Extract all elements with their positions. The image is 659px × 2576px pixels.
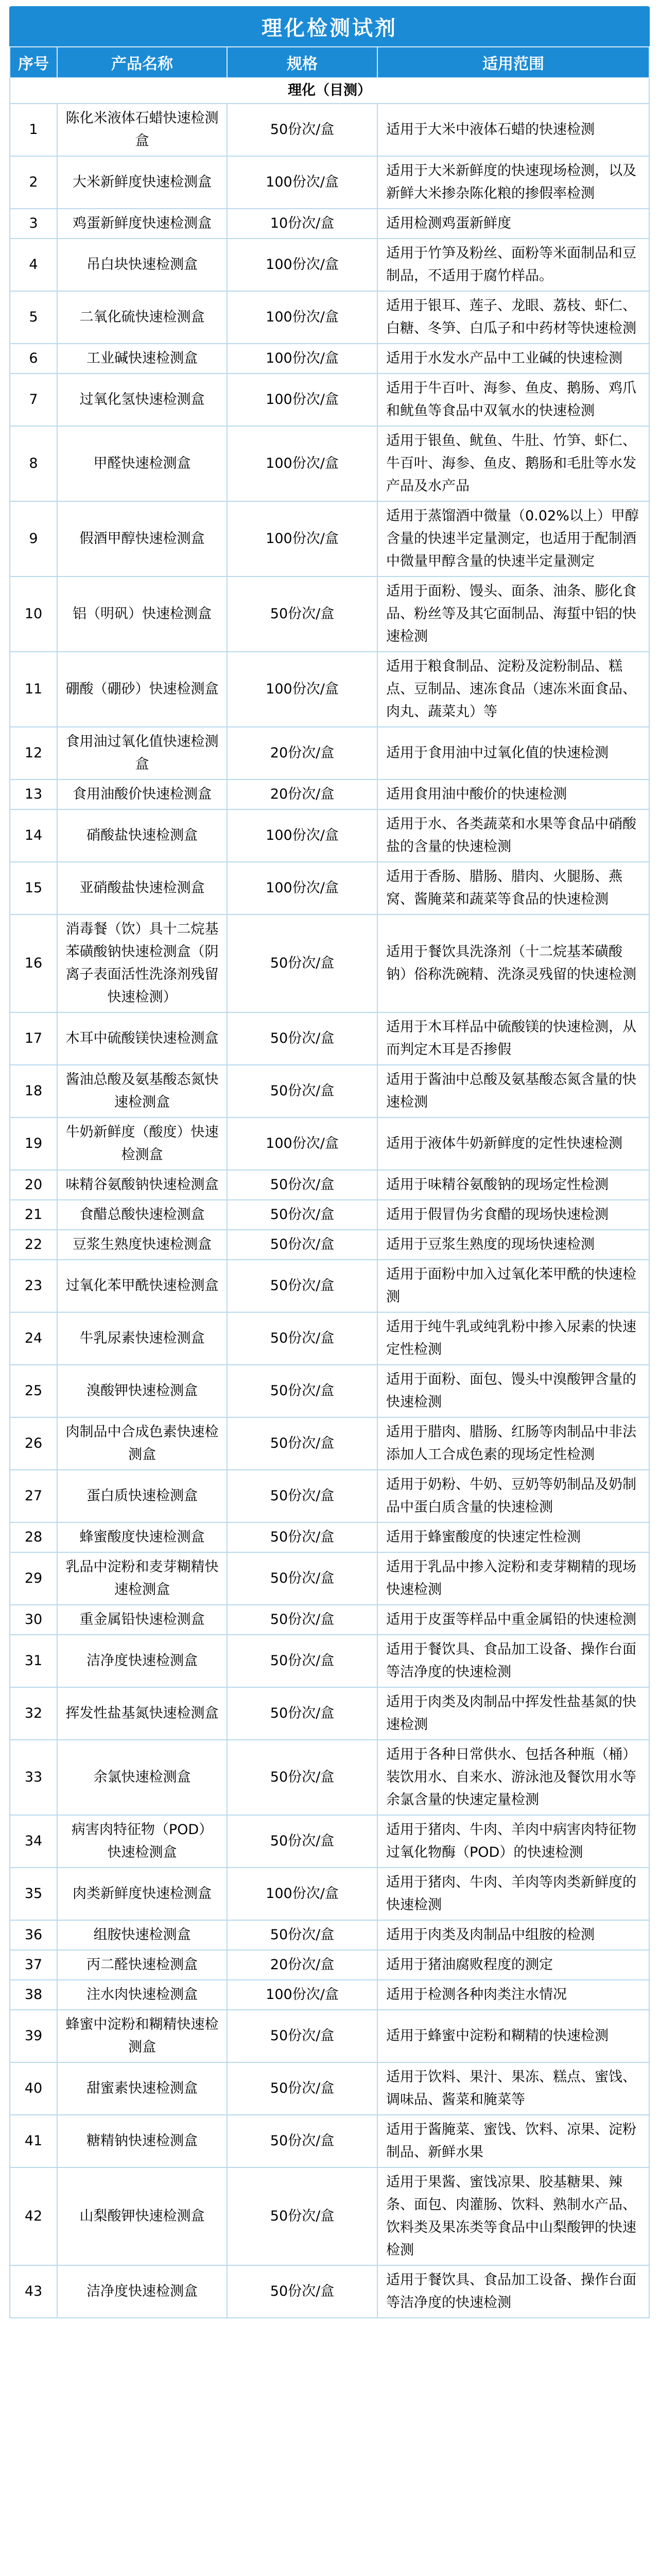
row-number: 24 [10,1312,57,1365]
product-name: 牛乳尿素快速检测盒 [57,1312,227,1365]
header-name: 产品名称 [57,47,227,78]
table-row [10,727,649,779]
product-spec: 100份次/盒 [227,501,377,577]
product-table [9,46,650,2318]
product-spec: 50份次/盒 [227,1312,377,1365]
table-row [10,2115,649,2167]
product-use: 适用于饮料、果汁、果冻、糕点、蜜饯、调味品、酱菜和腌菜等 [377,2062,649,2115]
row-number: 18 [10,1065,57,1117]
product-name: 硝酸盐快速检测盒 [57,809,227,862]
product-name: 山梨酸钾快速检测盒 [57,2167,227,2265]
product-spec: 100份次/盒 [227,652,377,727]
row-number: 38 [10,1980,57,2010]
row-number: 41 [10,2115,57,2167]
product-name: 工业碱快速检测盒 [57,344,227,374]
product-spec: 100份次/盒 [227,862,377,914]
product-use: 适用于豆浆生熟度的现场快速检测 [377,1230,649,1260]
product-use: 适用于各种日常供水、包括各种瓶（桶）装饮用水、自来水、游泳池及餐饮用水等余氯含量的快速定量检测 [377,1740,649,1815]
section-title: 理化（目测） [10,78,649,104]
product-name: 挥发性盐基氮快速检测盒 [57,1687,227,1740]
product-spec: 50份次/盒 [227,1200,377,1230]
row-number: 25 [10,1365,57,1417]
product-name: 牛奶新鲜度（酸度）快速检测盒 [57,1117,227,1170]
product-use: 适用于粮食制品、淀粉及淀粉制品、糕点、豆制品、速冻食品（速冻米面食品、肉丸、蔬菜丸）等 [377,652,649,727]
row-number: 40 [10,2062,57,2115]
product-spec: 50份次/盒 [227,2115,377,2167]
row-number: 17 [10,1012,57,1065]
product-name: 过氧化氢快速检测盒 [57,374,227,426]
header-no: 序号 [10,47,57,78]
product-use: 适用于酱腌菜、蜜饯、饮料、凉果、淀粉制品、新鲜水果 [377,2115,649,2167]
product-name: 甜蜜素快速检测盒 [57,2062,227,2115]
row-number: 5 [10,291,57,344]
table-row [10,1470,649,1522]
product-spec: 50份次/盒 [227,1605,377,1635]
row-number: 7 [10,374,57,426]
table-row [10,652,649,727]
product-spec: 50份次/盒 [227,1417,377,1470]
table-body [10,78,649,2318]
product-use: 适用于银耳、莲子、龙眼、荔枝、虾仁、白糖、冬笋、白瓜子和中药材等快速检测 [377,291,649,344]
product-use: 适用于面粉、馒头、面条、油条、膨化食品、粉丝等及其它面制品、海蜇中铝的快速检测 [377,577,649,652]
product-spec: 50份次/盒 [227,1740,377,1815]
product-use: 适用于水、各类蔬菜和水果等食品中硝酸盐的含量的快速检测 [377,809,649,862]
row-number: 19 [10,1117,57,1170]
row-number: 35 [10,1868,57,1920]
product-name: 余氯快速检测盒 [57,1740,227,1815]
product-spec: 50份次/盒 [227,2062,377,2115]
product-name: 木耳中硫酸镁快速检测盒 [57,1012,227,1065]
product-name: 甲醛快速检测盒 [57,426,227,501]
section-row [10,78,649,104]
product-name: 假酒甲醇快速检测盒 [57,501,227,577]
product-use: 适用于牛百叶、海参、鱼皮、鹅肠、鸡爪和鱿鱼等食品中双氧水的快速检测 [377,374,649,426]
product-spec: 100份次/盒 [227,1117,377,1170]
product-spec: 50份次/盒 [227,2010,377,2062]
table-row [10,1312,649,1365]
row-number: 15 [10,862,57,914]
product-spec: 100份次/盒 [227,156,377,209]
product-spec: 50份次/盒 [227,1012,377,1065]
table-row [10,1065,649,1117]
product-use: 适用于肉类及肉制品中组胺的检测 [377,1920,649,1950]
table-row [10,291,649,344]
product-spec: 100份次/盒 [227,809,377,862]
table-row [10,501,649,577]
product-name: 酱油总酸及氨基酸态氮快速检测盒 [57,1065,227,1117]
product-spec: 50份次/盒 [227,1365,377,1417]
table-row [10,374,649,426]
table-row [10,862,649,914]
table-row [10,1868,649,1920]
product-name: 组胺快速检测盒 [57,1920,227,1950]
product-spec: 100份次/盒 [227,291,377,344]
product-use: 适用于餐饮具、食品加工设备、操作台面等洁净度的快速检测 [377,2265,649,2318]
product-name: 肉制品中合成色素快速检测盒 [57,1417,227,1470]
product-name: 食用油过氧化值快速检测盒 [57,727,227,779]
product-use: 适用于餐饮具、食品加工设备、操作台面等洁净度的快速检测 [377,1635,649,1687]
row-number: 27 [10,1470,57,1522]
row-number: 8 [10,426,57,501]
table-row [10,1200,649,1230]
product-use: 适用于蜂蜜中淀粉和糊精的快速检测 [377,2010,649,2062]
row-number: 12 [10,727,57,779]
product-spec: 50份次/盒 [227,914,377,1012]
row-number: 9 [10,501,57,577]
table-row [10,1365,649,1417]
table-row [10,779,649,809]
product-use: 适用食用油中酸价的快速检测 [377,779,649,809]
product-name: 蜂蜜酸度快速检测盒 [57,1522,227,1552]
table-row [10,156,649,209]
product-name: 消毒餐（饮）具十二烷基苯磺酸钠快速检测盒（阴离子表面活性洗涤剂残留快速检测） [57,914,227,1012]
table-row [10,1980,649,2010]
product-use: 适用于果酱、蜜饯凉果、胶基糖果、辣条、面包、肉灌肠、饮料、熟制水产品、饮料类及果冻类等食品中山梨酸钾的快速检测 [377,2167,649,2265]
table-row [10,1815,649,1868]
header-use: 适用范围 [377,47,649,78]
table-row [10,2167,649,2265]
product-name: 吊白块快速检测盒 [57,239,227,291]
row-number: 22 [10,1230,57,1260]
product-name: 注水肉快速检测盒 [57,1980,227,2010]
row-number: 21 [10,1200,57,1230]
product-spec: 50份次/盒 [227,1230,377,1260]
table-row [10,577,649,652]
product-name: 食醋总酸快速检测盒 [57,1200,227,1230]
table-row [10,1552,649,1605]
product-spec: 50份次/盒 [227,1260,377,1312]
product-use: 适用于皮蛋等样品中重金属铅的快速检测 [377,1605,649,1635]
product-spec: 100份次/盒 [227,1980,377,2010]
product-name: 大米新鲜度快速检测盒 [57,156,227,209]
product-spec: 50份次/盒 [227,1552,377,1605]
product-spec: 50份次/盒 [227,2167,377,2265]
product-use: 适用于竹笋及粉丝、面粉等米面制品和豆制品，不适用于腐竹样品。 [377,239,649,291]
table-row [10,1230,649,1260]
row-number: 14 [10,809,57,862]
row-number: 20 [10,1170,57,1200]
product-spec: 50份次/盒 [227,1170,377,1200]
table-header-row [10,47,649,78]
table-row [10,1012,649,1065]
row-number: 11 [10,652,57,727]
product-spec: 20份次/盒 [227,1950,377,1980]
product-spec: 100份次/盒 [227,426,377,501]
row-number: 26 [10,1417,57,1470]
row-number: 4 [10,239,57,291]
product-use: 适用于腊肉、腊肠、红肠等肉制品中非法添加人工合成色素的现场定性检测 [377,1417,649,1470]
row-number: 2 [10,156,57,209]
product-name: 味精谷氨酸钠快速检测盒 [57,1170,227,1200]
product-spec: 100份次/盒 [227,374,377,426]
table-row [10,1605,649,1635]
product-name: 洁净度快速检测盒 [57,1635,227,1687]
product-use: 适用于奶粉、牛奶、豆奶等奶制品及奶制品中蛋白质含量的快速检测 [377,1470,649,1522]
product-name: 乳品中淀粉和麦芽糊精快速检测盒 [57,1552,227,1605]
product-name: 二氧化硫快速检测盒 [57,291,227,344]
product-spec: 100份次/盒 [227,344,377,374]
row-number: 23 [10,1260,57,1312]
product-name: 肉类新鲜度快速检测盒 [57,1868,227,1920]
row-number: 13 [10,779,57,809]
row-number: 34 [10,1815,57,1868]
product-name: 蜂蜜中淀粉和糊精快速检测盒 [57,2010,227,2062]
product-use: 适用于纯牛乳或纯乳粉中掺入尿素的快速定性检测 [377,1312,649,1365]
row-number: 16 [10,914,57,1012]
row-number: 32 [10,1687,57,1740]
table-row [10,914,649,1012]
row-number: 36 [10,1920,57,1950]
row-number: 39 [10,2010,57,2062]
product-use: 适用于银鱼、鱿鱼、牛肚、竹笋、虾仁、牛百叶、海参、鱼皮、鹅肠和毛肚等水发产品及水产品 [377,426,649,501]
table-row [10,1170,649,1200]
table-row [10,239,649,291]
product-spec: 50份次/盒 [227,1470,377,1522]
table-row [10,1260,649,1312]
product-use: 适用于检测各种肉类注水情况 [377,1980,649,2010]
row-number: 6 [10,344,57,374]
row-number: 1 [10,104,57,156]
table-row [10,1950,649,1980]
table-row [10,2265,649,2318]
product-use: 适用于大米新鲜度的快速现场检测，以及新鲜大米掺杂陈化粮的掺假率检测 [377,156,649,209]
row-number: 42 [10,2167,57,2265]
product-use: 适用于餐饮具洗涤剂（十二烷基苯磺酸钠）俗称洗碗精、洗涤灵残留的快速检测 [377,914,649,1012]
product-use: 适用于香肠、腊肠、腊肉、火腿肠、燕窝、酱腌菜和蔬菜等食品的快速检测 [377,862,649,914]
product-spec: 10份次/盒 [227,209,377,239]
product-spec: 50份次/盒 [227,1635,377,1687]
table-row [10,1687,649,1740]
product-name: 重金属铅快速检测盒 [57,1605,227,1635]
product-spec: 20份次/盒 [227,779,377,809]
product-use: 适用于食用油中过氧化值的快速检测 [377,727,649,779]
product-name: 亚硝酸盐快速检测盒 [57,862,227,914]
header-spec: 规格 [227,47,377,78]
product-use: 适用于木耳样品中硫酸镁的快速检测，从而判定木耳是否掺假 [377,1012,649,1065]
product-spec: 50份次/盒 [227,1920,377,1950]
product-name: 食用油酸价快速检测盒 [57,779,227,809]
product-name: 糖精钠快速检测盒 [57,2115,227,2167]
row-number: 37 [10,1950,57,1980]
product-spec: 100份次/盒 [227,1868,377,1920]
row-number: 30 [10,1605,57,1635]
table-row [10,2062,649,2115]
product-use: 适用于水发水产品中工业碱的快速检测 [377,344,649,374]
product-spec: 50份次/盒 [227,1065,377,1117]
product-name: 丙二醛快速检测盒 [57,1950,227,1980]
product-name: 铝（明矾）快速检测盒 [57,577,227,652]
table-row [10,1522,649,1552]
product-use: 适用于猪油腐败程度的测定 [377,1950,649,1980]
row-number: 3 [10,209,57,239]
product-name: 洁净度快速检测盒 [57,2265,227,2318]
row-number: 31 [10,1635,57,1687]
product-use: 适用于大米中液体石蜡的快速检测 [377,104,649,156]
product-use: 适用于味精谷氨酸钠的现场定性检测 [377,1170,649,1200]
product-name: 过氧化苯甲酰快速检测盒 [57,1260,227,1312]
page-title: 理化检测试剂 [9,6,650,46]
product-spec: 50份次/盒 [227,1522,377,1552]
product-name: 蛋白质快速检测盒 [57,1470,227,1522]
product-use: 适用于面粉中加入过氧化苯甲酰的快速检测 [377,1260,649,1312]
row-number: 29 [10,1552,57,1605]
table-row [10,809,649,862]
table-row [10,104,649,156]
product-name: 病害肉特征物（POD）快速检测盒 [57,1815,227,1868]
table-row [10,1920,649,1950]
table-row [10,344,649,374]
product-use: 适用于面粉、面包、馒头中溴酸钾含量的快速检测 [377,1365,649,1417]
product-spec: 50份次/盒 [227,104,377,156]
row-number: 10 [10,577,57,652]
product-spec: 50份次/盒 [227,1815,377,1868]
table-row [10,1117,649,1170]
product-name: 豆浆生熟度快速检测盒 [57,1230,227,1260]
row-number: 33 [10,1740,57,1815]
row-number: 28 [10,1522,57,1552]
product-name: 陈化米液体石蜡快速检测盒 [57,104,227,156]
product-use: 适用于猪肉、牛肉、羊肉中病害肉特征物过氧化物酶（POD）的快速检测 [377,1815,649,1868]
product-name: 溴酸钾快速检测盒 [57,1365,227,1417]
row-number: 43 [10,2265,57,2318]
product-use: 适用于蜂蜜酸度的快速定性检测 [377,1522,649,1552]
product-use: 适用于蒸馏酒中微量（0.02%以上）甲醇含量的快速半定量测定，也适用于配制酒中微量甲醇含量的快速半定量测定 [377,501,649,577]
table-row [10,1635,649,1687]
product-use: 适用于假冒伪劣食醋的现场快速检测 [377,1200,649,1230]
product-name: 鸡蛋新鲜度快速检测盒 [57,209,227,239]
product-use: 适用于液体牛奶新鲜度的定性快速检测 [377,1117,649,1170]
table-row [10,1417,649,1470]
product-use: 适用于猪肉、牛肉、羊肉等肉类新鲜度的快速检测 [377,1868,649,1920]
product-spec: 50份次/盒 [227,577,377,652]
table-row [10,2010,649,2062]
product-spec: 100份次/盒 [227,239,377,291]
table-row [10,209,649,239]
table-row [10,1740,649,1815]
product-use: 适用检测鸡蛋新鲜度 [377,209,649,239]
product-spec: 50份次/盒 [227,2265,377,2318]
product-use: 适用于酱油中总酸及氨基酸态氮含量的快速检测 [377,1065,649,1117]
product-spec: 50份次/盒 [227,1687,377,1740]
product-use: 适用于肉类及肉制品中挥发性盐基氮的快速检测 [377,1687,649,1740]
table-row [10,426,649,501]
product-name: 硼酸（硼砂）快速检测盒 [57,652,227,727]
product-use: 适用于乳品中掺入淀粉和麦芽糊精的现场快速检测 [377,1552,649,1605]
product-spec: 20份次/盒 [227,727,377,779]
